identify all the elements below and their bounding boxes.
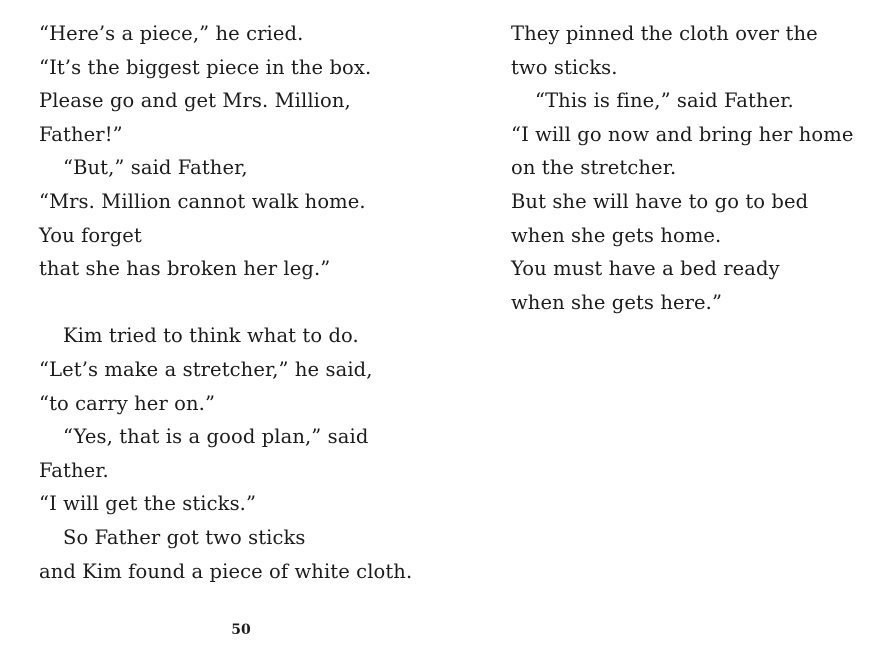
text-line: “But,” said Father, [63, 156, 248, 180]
text-line: You forget [39, 223, 142, 247]
text-line: “Let’s make a stretcher,” he said, [39, 357, 373, 381]
page-number: 50 [231, 622, 251, 638]
text-line: and Kim found a piece of white cloth. [39, 559, 413, 583]
paragraph-break [39, 286, 459, 320]
text-line: when she gets here.” [511, 290, 723, 314]
text-line: “It’s the biggest piece in the box. [39, 55, 372, 79]
text-line: “I will get the sticks.” [39, 492, 257, 516]
text-line: “This is fine,” said Father. [535, 89, 794, 113]
text-line: You must have a bed ready [511, 257, 780, 281]
text-line: Please go and get Mrs. Million, [39, 89, 351, 113]
text-line: when she gets home. [511, 223, 722, 247]
text-line: Father. [39, 458, 109, 482]
text-line: “Here’s a piece,” he cried. [39, 22, 304, 45]
text-line: “I will go now and bring her home [511, 122, 854, 146]
text-line: They pinned the cloth over the [511, 22, 818, 45]
text-line: Kim tried to think what to do. [63, 324, 359, 348]
text-line: “Yes, that is a good plan,” said [63, 425, 369, 449]
left-page-text [39, 17, 459, 588]
text-line: “Mrs. Million cannot walk home. [39, 189, 366, 213]
text-line: So Father got two sticks [63, 525, 306, 549]
text-line: But she will have to go to bed [511, 189, 809, 213]
text-line: that she has broken her leg.” [39, 257, 331, 281]
text-line: Father!” [39, 122, 123, 146]
text-line: on the stretcher. [511, 156, 677, 180]
text-line: “to carry her on.” [39, 391, 216, 415]
text-line: two sticks. [511, 55, 618, 79]
right-page-text [511, 17, 886, 319]
